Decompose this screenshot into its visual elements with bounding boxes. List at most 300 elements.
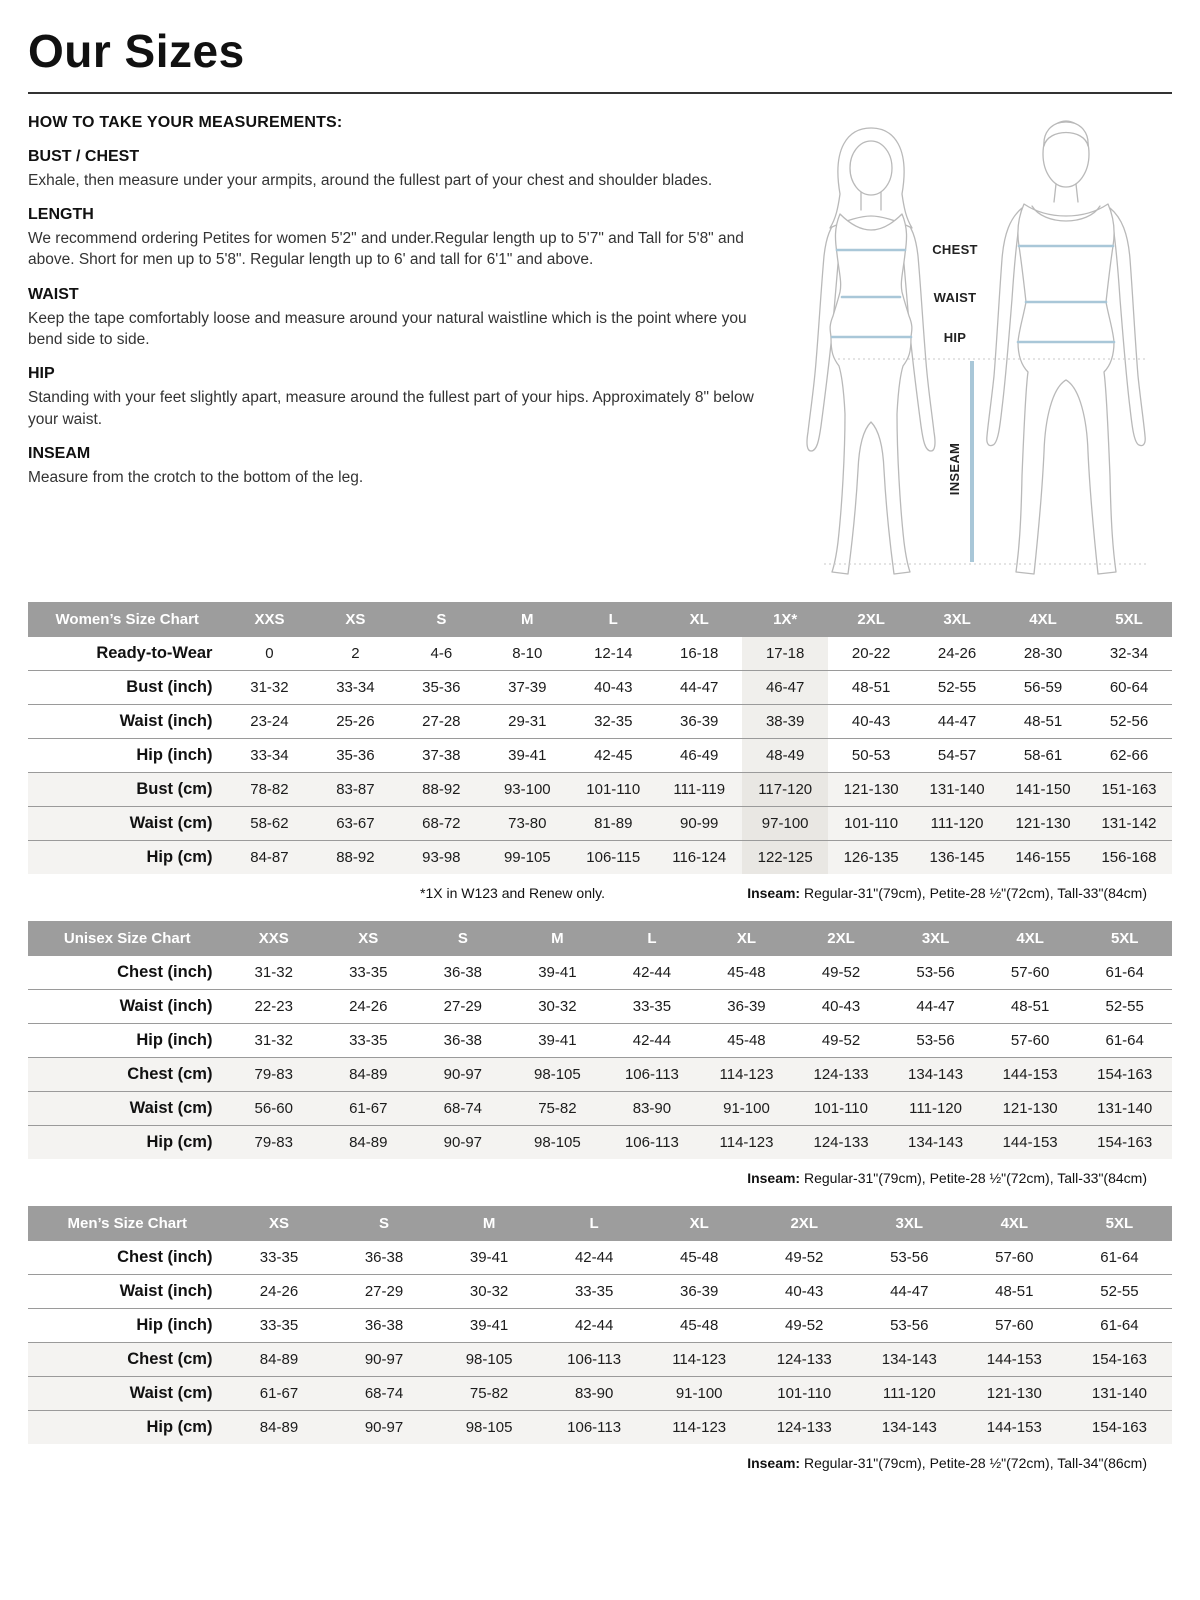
size-cell: 144-153 <box>1002 1133 1058 1151</box>
inseam-label: INSEAM <box>947 442 962 495</box>
size-cell: 36-39 <box>679 1282 719 1300</box>
table-row <box>28 1057 1172 1091</box>
size-cell: 40-43 <box>785 1282 824 1300</box>
size-cell: 39-41 <box>469 1248 509 1266</box>
size-cell: 68-74 <box>443 1099 483 1117</box>
size-column-header: S <box>416 921 511 956</box>
footnote-inseam: Inseam: Regular-31"(79cm), Petite-28 ½"(72cm), Tall-33"(84cm) <box>747 884 1147 901</box>
man-right-arm <box>1110 208 1145 446</box>
size-cell: 22-23 <box>254 997 293 1015</box>
size-cell: 36-38 <box>364 1248 404 1266</box>
size-cell: 146-155 <box>1015 848 1071 866</box>
size-cell: 81-89 <box>594 814 633 832</box>
size-cell: 134-143 <box>908 1133 964 1151</box>
size-cell: 83-87 <box>336 780 375 798</box>
row-label: Waist (cm) <box>129 813 213 832</box>
size-cell: 88-92 <box>422 780 461 798</box>
size-cell: 151-163 <box>1101 780 1157 798</box>
size-cell: 40-43 <box>594 678 633 696</box>
size-cell: 62-66 <box>1109 746 1149 764</box>
size-cell: 35-36 <box>422 678 461 696</box>
size-cell: 30-32 <box>469 1282 509 1300</box>
table-title: Men’s Size Chart <box>28 1206 226 1241</box>
row-label: Hip (inch) <box>136 1315 213 1334</box>
size-cell: 101-110 <box>586 780 641 798</box>
size-cell: 54-57 <box>937 746 977 764</box>
man-figure <box>987 121 1145 574</box>
size-cell: 122-125 <box>742 840 828 874</box>
size-cell: 106-113 <box>624 1065 679 1083</box>
row-label: Waist (cm) <box>129 1383 213 1402</box>
row-label: Waist (cm) <box>129 1098 213 1117</box>
size-cell: 52-55 <box>1100 1282 1139 1300</box>
size-cell: 36-38 <box>443 1031 483 1049</box>
size-cell: 32-35 <box>594 712 633 730</box>
row-label: Hip (inch) <box>136 1030 213 1049</box>
size-cell: 79-83 <box>254 1065 293 1083</box>
woman-body <box>830 214 912 574</box>
row-label: Hip (cm) <box>146 847 213 866</box>
section-body: We recommend ordering Petites for women 5'2" and under.Regular length up to 5'7" and Tall for 5'8" and above. Short for men up to 5'8". Regular length up to 6' and tall for 6'1" and above. <box>28 229 744 269</box>
size-cell: 45-48 <box>727 1031 766 1049</box>
table-row <box>28 1308 1172 1342</box>
size-cell: 68-74 <box>364 1384 404 1402</box>
size-cell: 101-110 <box>814 1099 868 1117</box>
row-label: Hip (cm) <box>146 1417 213 1436</box>
size-cell: 42-44 <box>574 1316 614 1334</box>
size-cell: 79-83 <box>254 1133 293 1151</box>
chest-label: CHEST <box>932 241 978 257</box>
size-column-header: 5XL <box>1086 602 1172 637</box>
size-cell: 4-6 <box>430 644 453 662</box>
section-title: WAIST <box>28 285 79 303</box>
size-cell: 33-35 <box>632 997 672 1015</box>
mens-table-holder <box>28 1206 1172 1444</box>
size-column-header: 3XL <box>914 602 1000 637</box>
table-row <box>28 1376 1172 1410</box>
size-cell: 154-163 <box>1097 1133 1153 1151</box>
size-table <box>28 1206 1172 1444</box>
size-cell: 106-113 <box>624 1133 679 1151</box>
size-cell: 48-51 <box>1023 712 1063 730</box>
size-cell: 38-39 <box>742 704 828 738</box>
size-cell: 111-120 <box>909 1099 962 1117</box>
row-label: Chest (inch) <box>117 962 213 981</box>
size-cell: 33-35 <box>259 1248 299 1266</box>
size-cell: 33-35 <box>574 1282 614 1300</box>
table-row <box>28 989 1172 1023</box>
size-cell: 60-64 <box>1109 678 1149 696</box>
section-title: HIP <box>28 365 55 383</box>
row-label: Ready-to-Wear <box>96 643 213 662</box>
row-label: Hip (inch) <box>136 745 213 764</box>
section-body: Keep the tape comfortably loose and measure around your natural waistline which is the point where you bend side to side. <box>28 309 747 349</box>
size-column-header: XL <box>656 602 742 637</box>
size-column-header: XL <box>647 1206 752 1241</box>
size-cell: 121-130 <box>1002 1099 1058 1117</box>
size-cell: 36-38 <box>443 963 483 981</box>
size-cell: 84-89 <box>349 1065 388 1083</box>
size-column-header: 5XL <box>1077 921 1172 956</box>
size-cell: 27-28 <box>422 712 461 730</box>
measurement-instructions <box>28 114 776 586</box>
section-bust-chest <box>28 148 776 191</box>
unisex-size-chart <box>28 921 1172 1186</box>
size-cell: 114-123 <box>672 1418 727 1436</box>
size-cell: 33-35 <box>259 1316 299 1334</box>
table-row <box>28 1241 1172 1275</box>
section-hip <box>28 365 776 430</box>
size-cell: 46-49 <box>680 746 719 764</box>
size-cell: 141-150 <box>1015 780 1071 798</box>
size-cell: 124-133 <box>776 1418 832 1436</box>
size-cell: 42-44 <box>574 1248 614 1266</box>
footnote-1x: *1X in W123 and Renew only. <box>420 884 605 901</box>
size-cell: 84-87 <box>250 848 289 866</box>
size-cell: 93-98 <box>422 848 461 866</box>
size-cell: 24-26 <box>349 997 388 1015</box>
size-cell: 61-67 <box>259 1384 299 1402</box>
table-row <box>28 1091 1172 1125</box>
footnote-inseam: Inseam: Regular-31"(79cm), Petite-28 ½"(72cm), Tall-33"(84cm) <box>747 1169 1147 1186</box>
size-column-header: 4XL <box>962 1206 1067 1241</box>
size-cell: 90-97 <box>364 1350 404 1368</box>
size-cell: 78-82 <box>250 780 289 798</box>
table-row <box>28 670 1172 704</box>
table-row <box>28 1410 1172 1444</box>
man-left-arm <box>987 208 1022 446</box>
womens-table-footnotes <box>28 885 1172 901</box>
section-title: INSEAM <box>28 445 91 463</box>
size-cell: 36-39 <box>680 712 719 730</box>
size-cell: 39-41 <box>469 1316 509 1334</box>
size-cell: 93-100 <box>503 780 551 798</box>
size-cell: 48-49 <box>742 738 828 772</box>
size-cell: 40-43 <box>821 997 861 1015</box>
size-cell: 106-113 <box>567 1418 622 1436</box>
size-column-header: S <box>398 602 484 637</box>
size-cell: 12-14 <box>594 644 633 662</box>
size-cell: 32-34 <box>1109 644 1149 662</box>
size-cell: 126-135 <box>843 848 899 866</box>
page-title: Our Sizes <box>28 25 245 77</box>
size-cell: 53-56 <box>890 1248 929 1266</box>
size-cell: 16-18 <box>680 644 719 662</box>
size-cell: 90-99 <box>680 814 719 832</box>
size-cell: 31-32 <box>250 678 289 696</box>
table-row <box>28 1023 1172 1057</box>
size-cell: 40-43 <box>851 712 891 730</box>
size-cell: 131-140 <box>1097 1099 1153 1117</box>
size-cell: 49-52 <box>785 1248 824 1266</box>
size-cell: 121-130 <box>843 780 899 798</box>
section-length <box>28 206 776 271</box>
size-cell: 35-36 <box>336 746 375 764</box>
size-column-header: L <box>542 1206 647 1241</box>
size-cell: 84-89 <box>259 1418 299 1436</box>
size-cell: 44-47 <box>916 997 955 1015</box>
measurement-intro-row <box>28 114 1172 586</box>
table-row <box>28 704 1172 738</box>
size-column-header: 4XL <box>1000 602 1086 637</box>
size-cell: 99-105 <box>503 848 551 866</box>
size-cell: 49-52 <box>785 1316 824 1334</box>
size-cell: 90-97 <box>443 1133 483 1151</box>
size-cell: 37-38 <box>422 746 461 764</box>
size-cell: 45-48 <box>727 963 766 981</box>
size-cell: 44-47 <box>680 678 719 696</box>
size-cell: 61-64 <box>1105 963 1144 981</box>
size-cell: 124-133 <box>813 1133 869 1151</box>
size-cell: 144-153 <box>986 1418 1042 1436</box>
table-row <box>28 956 1172 990</box>
size-cell: 27-29 <box>364 1282 404 1300</box>
size-column-header: XXS <box>226 921 321 956</box>
size-cell: 36-39 <box>727 997 766 1015</box>
size-cell: 98-105 <box>465 1350 513 1368</box>
size-cell: 37-39 <box>508 678 547 696</box>
size-cell: 39-41 <box>538 1031 577 1049</box>
section-body: Standing with your feet slightly apart, measure around the fullest part of your hips. Approximately 8" below your waist. <box>28 389 754 428</box>
size-cell: 39-41 <box>538 963 577 981</box>
size-column-header: 2XL <box>752 1206 857 1241</box>
size-column-header: 4XL <box>983 921 1078 956</box>
size-cell: 57-60 <box>995 1316 1034 1334</box>
row-label: Waist (inch) <box>119 1281 213 1300</box>
size-cell: 134-143 <box>908 1065 964 1083</box>
size-cell: 58-61 <box>1023 746 1063 764</box>
womens-size-chart <box>28 602 1172 901</box>
size-cell: 154-163 <box>1091 1350 1147 1368</box>
size-cell: 42-44 <box>632 963 672 981</box>
size-cell: 2 <box>351 644 360 662</box>
size-cell: 44-47 <box>890 1282 929 1300</box>
size-cell: 121-130 <box>986 1384 1042 1402</box>
size-cell: 61-64 <box>1100 1316 1139 1334</box>
size-cell: 88-92 <box>336 848 375 866</box>
size-cell: 111-120 <box>882 1384 936 1402</box>
row-label: Chest (inch) <box>117 1247 213 1266</box>
size-cell: 49-52 <box>821 1031 861 1049</box>
size-cell: 98-105 <box>534 1133 581 1151</box>
size-column-header: 3XL <box>857 1206 962 1241</box>
size-cell: 30-32 <box>538 997 577 1015</box>
size-column-header: 2XL <box>794 921 889 956</box>
size-cell: 84-89 <box>259 1350 299 1368</box>
size-column-header: 2XL <box>828 602 914 637</box>
row-label: Bust (cm) <box>136 779 213 798</box>
size-cell: 154-163 <box>1097 1065 1153 1083</box>
size-cell: 46-47 <box>742 670 828 704</box>
size-column-header: S <box>332 1206 437 1241</box>
size-cell: 136-145 <box>929 848 985 866</box>
size-table <box>28 921 1172 1159</box>
table-title: Women’s Size Chart <box>28 602 226 637</box>
table-row <box>28 1125 1172 1159</box>
size-cell: 106-113 <box>567 1350 622 1368</box>
size-table <box>28 602 1172 874</box>
size-cell: 101-110 <box>777 1384 832 1402</box>
section-title: LENGTH <box>28 205 94 223</box>
size-cell: 73-80 <box>508 814 547 832</box>
row-label: Hip (cm) <box>146 1132 213 1151</box>
size-column-header: XXS <box>226 602 312 637</box>
size-column-header: XS <box>321 921 416 956</box>
size-cell: 117-120 <box>742 772 828 806</box>
row-label: Waist (inch) <box>119 996 213 1015</box>
waist-label: WAIST <box>933 289 977 305</box>
table-row <box>28 772 1172 806</box>
size-column-header: L <box>605 921 700 956</box>
row-label: Bust (inch) <box>126 677 213 696</box>
size-cell: 61-64 <box>1105 1031 1144 1049</box>
measurement-figures-svg <box>776 114 1166 586</box>
table-row <box>28 806 1172 840</box>
size-cell: 101-110 <box>844 814 899 832</box>
table-title: Unisex Size Chart <box>28 921 226 956</box>
size-cell: 97-100 <box>742 806 828 840</box>
size-cell: 61-64 <box>1100 1248 1139 1266</box>
table-row <box>28 738 1172 772</box>
size-cell: 45-48 <box>679 1248 719 1266</box>
section-inseam <box>28 445 776 488</box>
size-cell: 98-105 <box>534 1065 581 1083</box>
woman-face <box>850 141 892 195</box>
size-column-header: 5XL <box>1067 1206 1172 1241</box>
mens-size-chart <box>28 1206 1172 1471</box>
size-column-header: XS <box>226 1206 331 1241</box>
size-cell: 49-52 <box>821 963 861 981</box>
size-cell: 56-59 <box>1023 678 1063 696</box>
size-cell: 33-34 <box>336 678 375 696</box>
hip-label: HIP <box>943 329 967 345</box>
size-cell: 91-100 <box>723 1099 770 1117</box>
size-cell: 116-124 <box>672 848 727 866</box>
size-cell: 121-130 <box>1015 814 1071 832</box>
size-cell: 83-90 <box>632 1099 672 1117</box>
size-column-header: 1X* <box>742 602 828 637</box>
size-cell: 20-22 <box>851 644 891 662</box>
size-column-header: M <box>484 602 570 637</box>
size-cell: 8-10 <box>512 644 543 662</box>
size-cell: 63-67 <box>336 814 375 832</box>
size-column-header: M <box>437 1206 542 1241</box>
size-cell: 68-72 <box>422 814 461 832</box>
table-row <box>28 1274 1172 1308</box>
size-column-header: 3XL <box>888 921 983 956</box>
size-cell: 36-38 <box>364 1316 404 1334</box>
size-cell: 144-153 <box>1002 1065 1058 1083</box>
table-row <box>28 637 1172 671</box>
size-cell: 144-153 <box>986 1350 1042 1368</box>
size-cell: 134-143 <box>881 1350 937 1368</box>
size-cell: 48-51 <box>851 678 891 696</box>
footnote-inseam: Inseam: Regular-31"(79cm), Petite-28 ½"(72cm), Tall-34"(86cm) <box>747 1454 1147 1471</box>
size-cell: 53-56 <box>916 963 955 981</box>
size-cell: 25-26 <box>336 712 375 730</box>
size-cell: 114-123 <box>719 1065 774 1083</box>
size-cell: 42-44 <box>632 1031 672 1049</box>
size-cell: 75-82 <box>538 1099 577 1117</box>
size-column-header: XL <box>699 921 794 956</box>
table-row <box>28 840 1172 874</box>
size-cell: 44-47 <box>937 712 977 730</box>
size-cell: 58-62 <box>250 814 289 832</box>
size-cell: 134-143 <box>881 1418 937 1436</box>
size-cell: 33-35 <box>349 1031 388 1049</box>
size-cell: 52-55 <box>1105 997 1144 1015</box>
unisex-table-footnotes <box>28 1170 1172 1186</box>
size-cell: 29-31 <box>508 712 547 730</box>
size-cell: 131-142 <box>1101 814 1157 832</box>
size-cell: 106-115 <box>586 848 641 866</box>
size-cell: 31-32 <box>254 1031 293 1049</box>
size-cell: 24-26 <box>259 1282 299 1300</box>
size-cell: 31-32 <box>254 963 293 981</box>
size-cell: 114-123 <box>719 1133 774 1151</box>
size-cell: 114-123 <box>672 1350 727 1368</box>
size-cell: 91-100 <box>675 1384 723 1402</box>
section-body: Exhale, then measure under your armpits, around the fullest part of your chest and shoulder blades. <box>28 171 713 189</box>
section-waist <box>28 286 776 351</box>
size-cell: 111-120 <box>930 814 984 832</box>
size-cell: 57-60 <box>1010 1031 1050 1049</box>
size-cell: 154-163 <box>1091 1418 1147 1436</box>
size-cell: 57-60 <box>995 1248 1034 1266</box>
size-cell: 27-29 <box>443 997 483 1015</box>
size-cell: 53-56 <box>890 1316 929 1334</box>
mens-table-footnotes <box>28 1455 1172 1471</box>
size-cell: 17-18 <box>742 637 828 671</box>
man-body <box>1016 204 1116 574</box>
size-column-header: L <box>570 602 656 637</box>
size-cell: 90-97 <box>364 1418 404 1436</box>
title-divider <box>28 92 1172 94</box>
size-cell: 57-60 <box>1010 963 1050 981</box>
section-body: Measure from the crotch to the bottom of the leg. <box>28 469 364 487</box>
table-row <box>28 1342 1172 1376</box>
size-cell: 84-89 <box>349 1133 388 1151</box>
unisex-table-holder <box>28 921 1172 1159</box>
size-cell: 83-90 <box>574 1384 614 1402</box>
womens-table-holder <box>28 602 1172 874</box>
row-label: Chest (cm) <box>127 1349 213 1368</box>
size-cell: 90-97 <box>443 1065 483 1083</box>
size-cell: 61-67 <box>349 1099 388 1117</box>
size-cell: 39-41 <box>508 746 547 764</box>
size-cell: 42-45 <box>594 746 633 764</box>
size-cell: 28-30 <box>1023 644 1063 662</box>
size-cell: 52-56 <box>1109 712 1149 730</box>
size-cell: 23-24 <box>250 712 289 730</box>
size-cell: 156-168 <box>1101 848 1157 866</box>
size-cell: 50-53 <box>851 746 891 764</box>
size-cell: 0 <box>265 644 274 662</box>
instructions-heading: HOW TO TAKE YOUR MEASUREMENTS: <box>28 113 343 131</box>
size-column-header: M <box>510 921 605 956</box>
size-cell: 48-51 <box>1010 997 1050 1015</box>
section-title: BUST / CHEST <box>28 147 140 165</box>
size-cell: 52-55 <box>937 678 977 696</box>
body-measurement-diagram <box>776 114 1172 586</box>
size-cell: 53-56 <box>916 1031 955 1049</box>
woman-figure <box>807 128 935 574</box>
size-cell: 33-35 <box>349 963 388 981</box>
size-cell: 33-34 <box>250 746 289 764</box>
row-label: Waist (inch) <box>119 711 213 730</box>
size-cell: 45-48 <box>679 1316 719 1334</box>
size-cell: 111-119 <box>673 780 726 798</box>
